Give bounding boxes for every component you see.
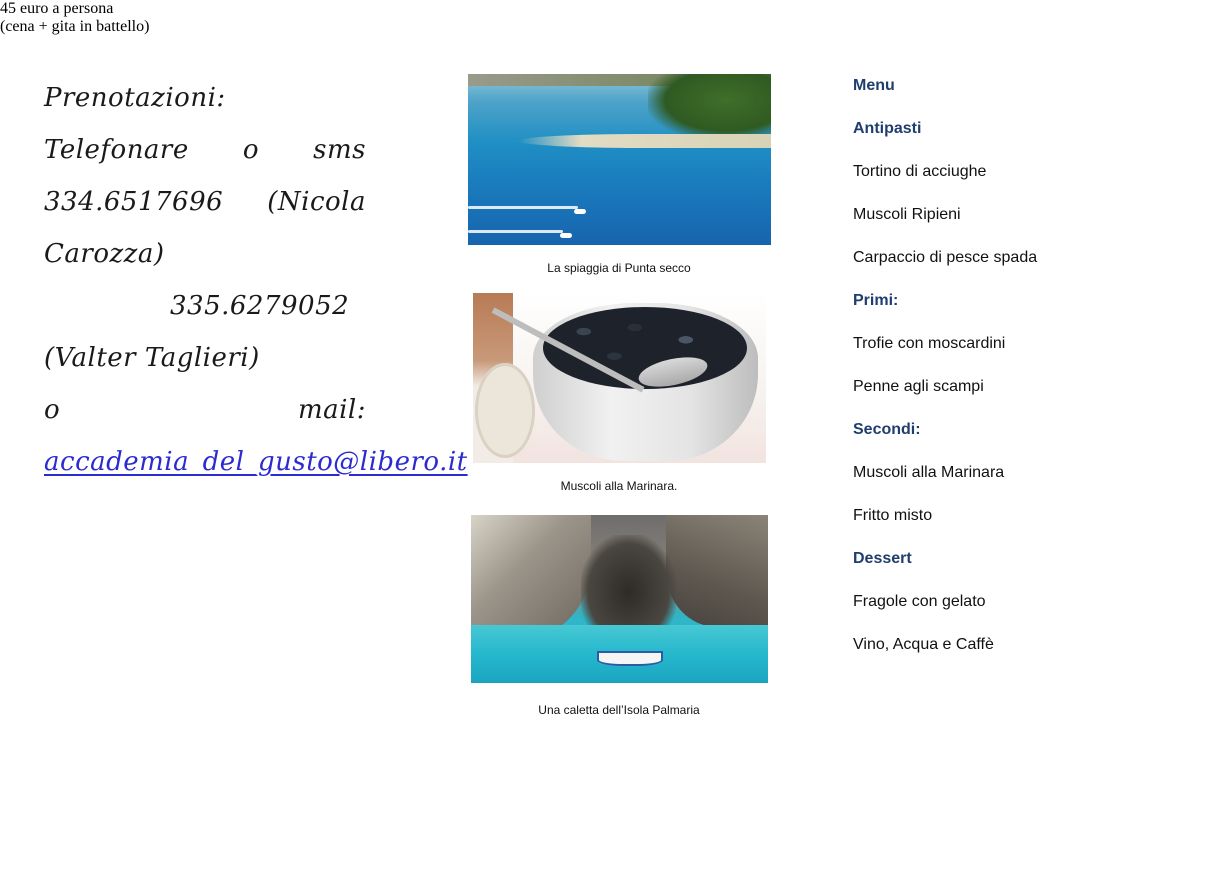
cove-photo bbox=[471, 515, 768, 683]
section-heading-primi: Primi: bbox=[853, 292, 899, 309]
menu-item: Fragole con gelato bbox=[853, 593, 986, 610]
menu-item: Carpaccio di pesce spada bbox=[853, 249, 1038, 266]
menu-item: Fritto misto bbox=[853, 507, 933, 524]
contact-name-1-first: (Nicola bbox=[267, 187, 366, 217]
menu-price: 45 euro a persona bbox=[0, 0, 114, 17]
menu-item: Tortino di acciughe bbox=[853, 163, 987, 180]
cove-photo-caption: Una caletta dell’Isola Palmaria bbox=[538, 703, 700, 717]
contact-method-line bbox=[44, 130, 366, 182]
or-text: o bbox=[242, 135, 260, 165]
section-heading-dessert: Dessert bbox=[853, 550, 912, 567]
mail-line bbox=[44, 390, 366, 442]
phone-number-2: 335.6279052 bbox=[170, 291, 350, 321]
menu-item: Muscoli Ripieni bbox=[853, 206, 961, 223]
menu-item: Muscoli alla Marinara bbox=[853, 464, 1005, 481]
contact-name-2: (Valter Taglieri) bbox=[44, 343, 260, 373]
section-heading-secondi: Secondi: bbox=[853, 421, 921, 438]
menu-item: Trofie con moscardini bbox=[853, 335, 1006, 352]
reservations-title: Prenotazioni: bbox=[44, 83, 226, 113]
contact-name-1-last: Carozza) bbox=[44, 239, 165, 269]
menu-item: Penne agli scampi bbox=[853, 378, 984, 395]
menu-item: Vino, Acqua e Caffè bbox=[853, 636, 994, 653]
menu-title: Menu bbox=[853, 77, 895, 94]
section-heading-antipasti: Antipasti bbox=[853, 120, 922, 137]
sms-text: sms bbox=[313, 135, 366, 165]
reservations-block bbox=[44, 78, 468, 494]
email-link[interactable]: accademia_del_gusto@libero.it bbox=[44, 447, 468, 477]
menu-block bbox=[853, 74, 1193, 676]
beach-photo bbox=[468, 74, 771, 245]
mussels-photo-caption: Muscoli alla Marinara. bbox=[560, 479, 678, 493]
email-line bbox=[44, 442, 468, 494]
mussels-photo bbox=[473, 293, 766, 463]
call-text: Telefonare bbox=[44, 135, 189, 165]
menu-price-note: (cena + gita in battello) bbox=[0, 18, 150, 35]
mail-label: mail: bbox=[297, 395, 366, 425]
phone1-line bbox=[44, 182, 366, 234]
or-mail-text: o bbox=[44, 395, 61, 425]
phone-number-1: 334.6517696 bbox=[44, 187, 224, 217]
beach-photo-caption: La spiaggia di Punta secco bbox=[547, 261, 691, 275]
